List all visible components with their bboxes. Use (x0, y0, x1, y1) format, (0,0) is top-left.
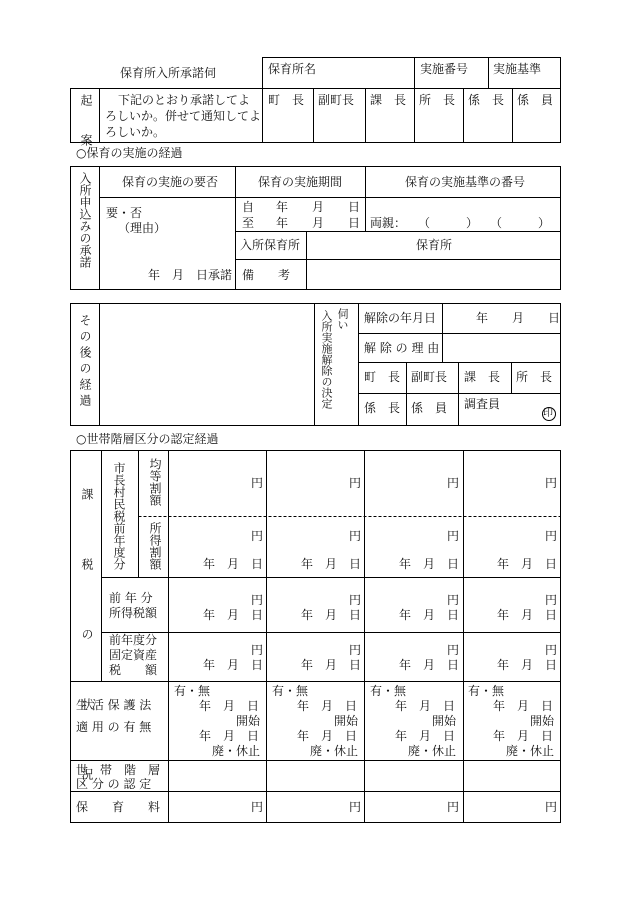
to-label: 至 (242, 216, 255, 230)
yen-c2-equal: 円 (349, 476, 362, 490)
c3-stop: 廃・休止 (408, 744, 457, 758)
c1-stop-date: 年 月 日 (199, 729, 260, 743)
yen-c3-equal: 円 (447, 476, 460, 490)
nursery-suffix: 保育所 (416, 238, 453, 252)
to-date: 年 月 日 (276, 216, 361, 230)
yen-c4-income: 円 (545, 529, 558, 543)
date-c1-prev-income: 年 月 日 (203, 608, 264, 622)
section3-title: ○世帯階層区分の認定経過 (76, 432, 219, 446)
ukagai-label: 伺い (336, 308, 349, 330)
fee-label: 保 育 料 (76, 800, 161, 814)
date-c3-prev-income: 年 月 日 (399, 608, 460, 622)
release-date-value: 年 月 日 (476, 311, 561, 325)
yen-c4-fee: 円 (545, 800, 558, 814)
s2-kakaricho: 係 長 (364, 401, 401, 415)
c2-start-date: 年 月 日 (297, 699, 358, 713)
yen-c4-equal: 円 (545, 476, 558, 490)
date-c1-property: 年 月 日 (203, 658, 264, 672)
release-date-label: 解除の年月日 (364, 311, 437, 325)
equal-amount-vlabel: 均等割額 (148, 458, 162, 506)
s2-cho: 町 長 (364, 370, 401, 384)
kian-text-line3: ろしいか。 (105, 125, 166, 139)
yen-c4-prev-income: 円 (545, 593, 558, 607)
c1-start: 開始 (236, 714, 261, 728)
c1-aruna: 有・無 (174, 684, 211, 698)
kian-text-line1: 下記のとおり承諾してよ (118, 93, 251, 107)
s2-shocho: 所 長 (516, 370, 553, 384)
kian-label: 起 案 (79, 94, 93, 154)
s2-kakariin: 係 員 (411, 401, 448, 415)
s2-fukucho: 副町長 (411, 370, 448, 384)
date-c4-prev-income: 年 月 日 (497, 608, 558, 622)
release-decision-vlabel: 入所実施解除の決定 (320, 310, 333, 409)
yen-c4-property: 円 (545, 643, 558, 657)
date-c3-property: 年 月 日 (399, 658, 460, 672)
yen-c3-property: 円 (447, 643, 460, 657)
yes-no: 要・否 (106, 206, 143, 220)
c4-stop: 廃・休止 (506, 744, 555, 758)
s2-kacho: 課 長 (464, 370, 501, 384)
c1-stop: 廃・休止 (212, 744, 261, 758)
date-c2-prev-income: 年 月 日 (301, 608, 362, 622)
prev-income-label2: 所得税額 (109, 606, 158, 620)
parents: 両親： （ ） （ ） (370, 216, 551, 230)
c2-stop: 廃・休止 (310, 744, 359, 758)
section1-vlabel: 入所申込みの承諾 (78, 172, 92, 268)
date-c3-income: 年 月 日 (399, 557, 460, 571)
yen-c2-prev-income: 円 (349, 593, 362, 607)
yen-c3-fee: 円 (447, 800, 460, 814)
from-date: 年 月 日 (276, 200, 361, 214)
tax-status-vlabel: 課 税 の 状 況 (80, 488, 94, 802)
date-c2-property: 年 月 日 (301, 658, 362, 672)
class-cert-label2: 区 分 の 認 定 (76, 777, 152, 791)
approver-kakaricho: 係 長 (468, 93, 505, 107)
approver-shocho: 所 長 (419, 93, 456, 107)
kian-text-line2: ろしいか。併せて通知してよ (105, 109, 262, 123)
yen-c1-equal: 円 (251, 476, 264, 490)
col-requirement: 保育の実施の要否 (122, 175, 219, 189)
prev-property-label1: 前年度分 (109, 633, 158, 647)
yen-c1-property: 円 (251, 643, 264, 657)
c1-start-date: 年 月 日 (199, 699, 260, 713)
c4-stop-date: 年 月 日 (493, 729, 554, 743)
c3-aruna: 有・無 (370, 684, 407, 698)
yen-c2-income: 円 (349, 529, 362, 543)
c3-start-date: 年 月 日 (395, 699, 456, 713)
admission-nursery-label: 入所保育所 (240, 238, 301, 252)
c4-start-date: 年 月 日 (493, 699, 554, 713)
approver-fukucho: 副町長 (318, 93, 355, 107)
yen-c1-fee: 円 (251, 800, 264, 814)
date-c2-income: 年 月 日 (301, 557, 362, 571)
nursery-name-label: 保育所名 (268, 62, 317, 76)
c4-start: 開始 (530, 714, 555, 728)
class-cert-label1: 世 帯 階 層 (76, 763, 161, 777)
section2-vlabel: その後の経過 (78, 314, 92, 410)
impl-standard-label: 実施基準 (493, 62, 542, 76)
welfare-label2: 適 用 の 有 無 (76, 720, 152, 734)
yen-c3-income: 円 (447, 529, 460, 543)
remarks-label: 備 考 (242, 268, 291, 282)
yen-c1-prev-income: 円 (251, 593, 264, 607)
yen-c2-property: 円 (349, 643, 362, 657)
prev-income-label1: 前 年 分 (109, 591, 153, 605)
impl-number-label: 実施番号 (420, 62, 469, 76)
c3-stop-date: 年 月 日 (395, 729, 456, 743)
municipal-tax-vlabel: 市長村民税前年度分 (112, 462, 126, 570)
approver-kakariin: 係 員 (517, 93, 554, 107)
approved-date: 年 月 日承諾 (148, 268, 233, 282)
c3-start: 開始 (432, 714, 457, 728)
date-c4-income: 年 月 日 (497, 557, 558, 571)
welfare-label1: 生 活 保 護 法 (76, 698, 152, 712)
s2-chosain: 調査員 (464, 397, 501, 411)
c2-aruna: 有・無 (272, 684, 309, 698)
col-standard: 保育の実施基準の番号 (405, 175, 526, 189)
seal-icon: 印 (543, 408, 553, 419)
income-amount-vlabel: 所得割額 (148, 522, 162, 570)
section1-title: ○保育の実施の経過 (76, 146, 183, 160)
approver-cho: 町 長 (268, 93, 305, 107)
approver-kacho: 課 長 (370, 93, 407, 107)
release-reason-label: 解 除 の 理 由 (364, 341, 440, 355)
c2-stop-date: 年 月 日 (297, 729, 358, 743)
col-period: 保育の実施期間 (258, 175, 343, 189)
from-label: 自 (242, 200, 255, 214)
yen-c3-prev-income: 円 (447, 593, 460, 607)
prev-property-label3: 税 額 (109, 663, 158, 677)
yen-c2-fee: 円 (349, 800, 362, 814)
yen-c1-income: 円 (251, 529, 264, 543)
c4-aruna: 有・無 (468, 684, 505, 698)
c2-start: 開始 (334, 714, 359, 728)
reason: （理由） (118, 221, 167, 235)
date-c4-property: 年 月 日 (497, 658, 558, 672)
prev-property-label2: 固定資産 (109, 648, 158, 662)
form-title: 保育所入所承諾伺 (120, 66, 217, 80)
date-c1-income: 年 月 日 (203, 557, 264, 571)
